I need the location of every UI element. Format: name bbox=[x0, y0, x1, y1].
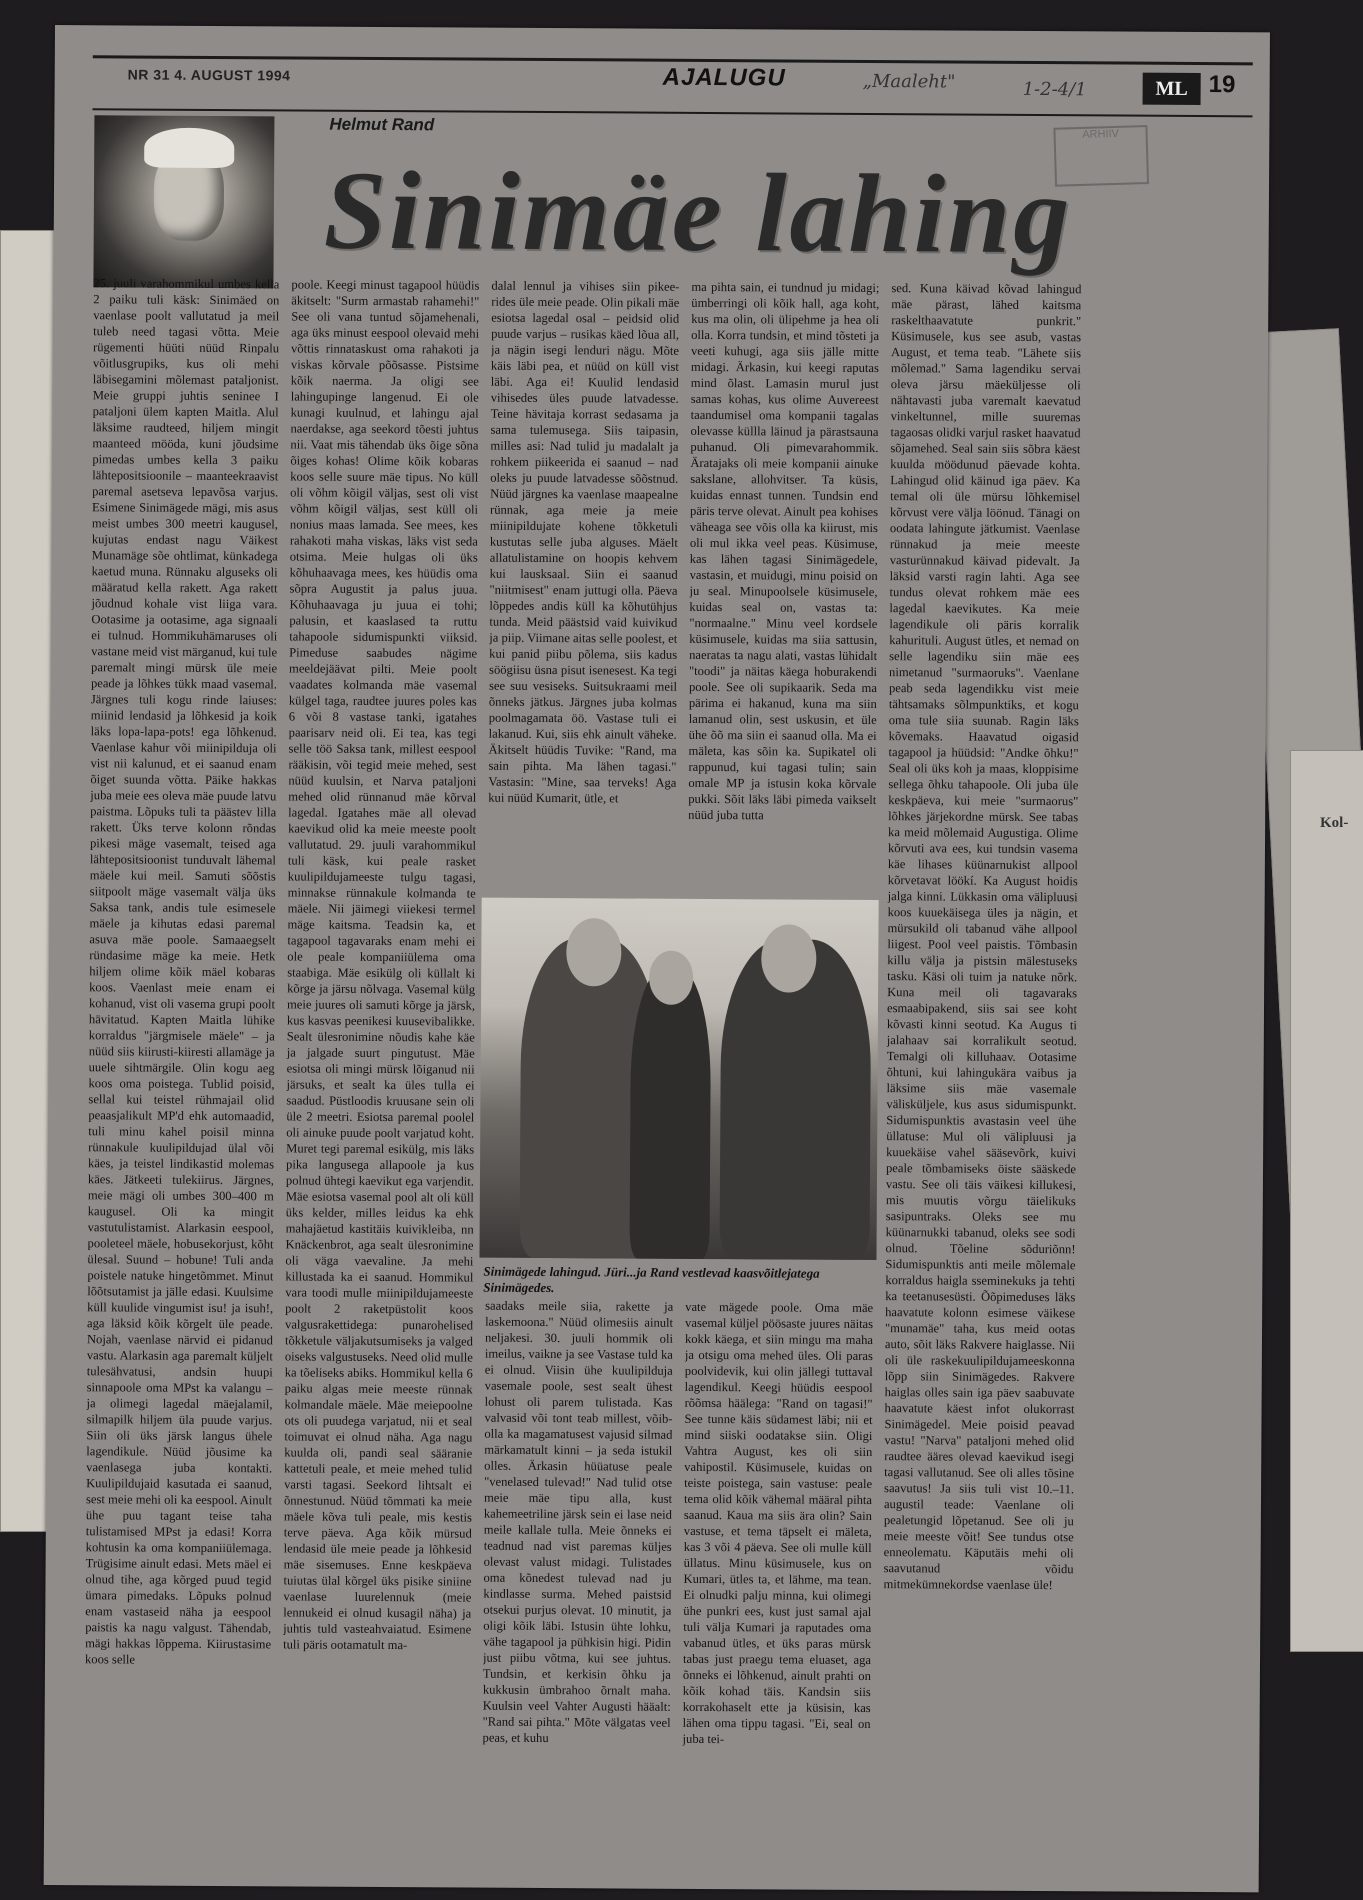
article-column-3-lower: saadaks meile siia, rakette ja laskemoona." Nüüd olimesiis ainult neljakesi. 30. juuli hommik oli imeilus, vaikne ja see Vastase tuld ka ei olnud. Viisin ühe kuulipilduja vasemale poole, sest sealt ühest lohust oli parem tulistada. Kas valvasid või tont teab millest, võib-olla ka magamatusest vajusid silmad märkamatult kinni – ja seda istukil olles. Ärkasin hüüatuse peale "venelased tulevad!" Nad tulid otse meie mäe tipu alla, kust kahemeetriline järsk sein ei lase neid meile kallale tulla. Meie õnneks ei teadnud nad vist paremas küljes olevast valust midagi. Tulistades oma kõnedest tulevad nad ju kindlasse surma. Mehed paistsid otsekui purjus olevat. 10 minutit, ja oligi kõik läbi. Istusin ühte lohku, vähe tagapool ja pühkisin higi. Pidin just piibu võtma, kui see juhtus. Tundsin, et kerkisin õhku ja kukkusin ümbrahoo õrnalt maha. Kuulsin veel Vahter Augusti hääalt: "Rand sai pihta." Mõte välgatas veel peas, et kuhu bbox=[482, 1298, 674, 1746]
photo-head-right bbox=[761, 924, 816, 992]
photo-caption: Sinimägede lahingud. Jüri...ja Rand vestlevad kaasvõitlejatega Sinimägedes. bbox=[483, 1263, 820, 1296]
article-photo bbox=[479, 898, 878, 1260]
author-portrait bbox=[93, 115, 274, 288]
article-column-5: sed. Kuna käivad kõvad lahingud mäe pärast, lähed kaitsma raskelthaavatute punkrit." Küsimusele, kus see asub, vastas August, et tema teab. "Lähete siis mõlemad." Sama lagendiku servai oleva järsu mäeküljesse oli nähtavasti juba varemalt kaevatud vinkeltunnel, mille suuremas tagaosas olidki varjul rasket haavatud sõjamehed. Seal sain siis sõbra käest kuulda möödunud päevade kohta. Lahingud olid käinud iga päev. Ka temal oli üle mürsu lõhkemisel kõrvust vere välja löönud. Tänagi on oodata lahingute jätkumist. Vaenlase rünnakud ja meie meeste vasturünnakud käivad pidevalt. Ja läksid varsti ragin lahti. Aga see tundus olevat rohkem mäe ees lagedal kaevikutes. Ka meie lagendikule oli päris korralik kahurituli. August ütles, et nemad on selle lagendiku siin mäe ees nimetanud "surmaoruks". Vaenlane peab seda lagendikku vist meie tähtsamaks sõlmpunktiks, et kogu oma tule siia suunab. Ragin läks kõvemaks. Haavatud oigasid tagapool ja hüüdsid: "Andke õhku!" Seal oli üks koh ja maas, kloppisime sellega õhku tahapoole. Oli juba üle keskpäeva, kui meie "surmaorus" lõhkes järjekordne mürsk. See tabas ka meid mõlemaid Augustiga. Olime kõrvuti ava ees, kui tundsin vasema käe lihases küünarnukist allpool kõrvetavat löökí. Ka August hoidis jalga kinni. Lükkasin oma välipluusi koos kuuekäisega üles ja nägin, et mürsukild oli tabanud vähe allpool liigest. Pool veel paistis. Tõmbasin killu välja ja pistsin mälestuseks tasku. Käsi oli tuim ja natuke nõrk. Kuna meil oli tagavaraks esmaabipakend, siis sai see koht kõvasti kinni seotud. Ka Augus ti jalahaav sai korralikult seotud. Temalgi oli killuhaav. Ootasime õhtuni, kui lahingukära vaibus ja läksime siis mäe vasemale välisküljele, kus asus sidumispunkt. Sidumispunktis avastasin veel ühe üllatuse: Mul oli välipluusi ja kuuekäise vahel sääsevõrk, kuivi peale tõmbamiseks öiste sääskede vastu. See oli täis väikesi killukesi, mis muutis võrgu täielikuks sasipuntraks. Oleks see mu küünarnukki tabanud, oleks see sodi olnud. Tõeline sõduriõnn! Sidumispunktis anti meile mõlemale korraldus haigla sseminekuks ja tehti ka teetanusesüsti. Õõpimeduses läks haavatute kolonn esimese väikese "munamäe" taha, kus meid ootas auto, sõit läks Rakvere haiglasse. Nii oli üle raskekuulipildujameeskonna lõpp siin Sinimägedes. Rakvere haiglas olles sain iga päev saabuvate haavatute käest infot olukorrast Sinimägedel. Meie poisid peavad vastu! "Narva" pataljoni mehed olid raudtee ääres olevad kaevikud isegi tagasi vallutanud. See oli alles tõsine saavutus! Ja siis tuli vist 10.–11. augustil teade: Vaenlane oli pealetungid lõpetanud. See oli ju meie meeste võit! See tundus otse enneolematu. Käputäis mehi oli saavutanud võidu mitmekümnekordse vaenlase üle! bbox=[883, 281, 1082, 1593]
handwritten-source-note: „Maaleht" bbox=[862, 70, 956, 93]
article-column-1: 25. juuli varahommikul umbes kella 2 paiku tuli käsk: Sinimäed on vaenlase poolt vallutatud ja meil tuleb need tagasi võtta. Meie rügementi hüüti nüüd Rinpalu võitlusgrupiks, kus oli mehi läbisegamini mõlemast pataljonist. Meie gruppi juhtis seninee I pataljoni ülem kapten Maitla. Alul läksime raudteed, hiljem mingit maanteed mööda, kuni jõudsime pimedas umbes kella 3 paiku lähtepositsioonile – maanteekraavist paremal asetseva lepavõsa varjus. Esimene Sinimägede mägi, mis asus meist umbes 300 meetri kaugusel, kujutas endast nagu Väikest Munamäge sõe ohtlimat, künkadega kaetud muna. Rünnaku alguseks oli määratud kella rakett. Aga rakett jõudnud kohale vist liiga vara. Ootasime ja ootasime, aga signaali ei tulnud. Hommikuhämaruses oli vastane meid vist märganud, kui tule paremalt mingi mürsk üle meie peade ja lõhkes tükk maad vasemal. Järgnes tuli kogu rinde laiuses: miinid lendasid ja lõhkesid ja koik läks lopa-lapa-pots! ega lõhkenud. Vaenlase kahur või miinipilduja oli vist nii kalunud, et ei saanud enam õiget suunda võtta. Päike hakkas juba meie ees oleva mäe puude latvu paistma. Lõpuks tuli ta päästev lilla rakett. Üks terve kolonn rõndas pikesi mäge vasemalt, teised aga lähtepositsioonist tunduvalt lähemal mäele kui meil. Samuti sõõstis siitpoolt mäge vasemalt välja üks Saksa tank, andis tule esimesele mäele ja kihutas edasi paremal asuva mäe poole. Samaaegselt ründasime mäge ka meie. Hetk hiljem olime kõik mäel kobaras koos. Vaenlast meie enam ei kohanud, vist oli vasema grupi poolt hävitatud. Kapten Maitla lühike korraldus "järgmisele mäele" – ja nüüd siis kiirusti-kiiresti allamäge ja uuele sihtmärgile. Olin kogu aeg koos oma poistega. Tublid poisid, sellal kui teistel rühmajail olid peaasjalikult MP'd ehk automaadid, tuli minu kahel poisil minna rünnakule kuulipildujad ülal või käes, ja teistel lindikastid molemas käes. Jätkeeti tulekiirus. Järgnes, meie mägi oli umbes 300–400 m kaugusel. Oli ka mingit vastutulistamist. Alarkasin eespool, pooleteel mäele, hobusekorjust, kõht ülesal. Suund – hobune! Tuli anda poistele natuke hingetõmmet. Minut lõõtsutamist ja jälle edasi. Kuulsime küll kuulide vingumist isu! ja isuh!, aga läksid kõik kõrgelt üle peade. Nojah, vaenlase närvid ei pidanud vastu. Alarkasin aga paremalt küljelt tulesähvatusi, andsin huupi sinnapoole oma MPst ka valangu – ja olimegi lagedal mäejalamil, silmapilk hiljem üla puude varjus. Siin oli üks järsk langus ühele lagendikule. Nüüd jõusime ka vaenlasega juba kontakti. Kuulipildujaid kasutada ei saanud, sest meie mehi oli ka eespool. Ainult ühe puu tagant teise taha tulistamised MPst ja edasi! Korra kohtusin ka oma kompaniiülemaga. Trügisime ainult edasi. Mets mäel ei olnud tihe, aga kõrged puud tegid ümara pimedaks. Lõpuks polnud enam vastaseid näha ja eespool paistis ka nagu valgust. Tähendab, mägi hakkas lõppema. Kiirustasime koos selle bbox=[84, 276, 280, 1667]
archive-stamp-text: ARHIIV bbox=[1082, 127, 1120, 141]
page-number: 19 bbox=[1208, 71, 1236, 99]
background-clipping-right bbox=[1290, 750, 1363, 1652]
newspaper-page bbox=[44, 25, 1270, 1892]
side-clipping-label: Kol- bbox=[1320, 815, 1349, 831]
issue-date: NR 31 4. AUGUST 1994 bbox=[127, 66, 291, 84]
author-name: Helmut Rand bbox=[329, 114, 435, 135]
handwritten-archive-code: 1-2-4/1 bbox=[1022, 78, 1087, 101]
article-headline: Sinimäe lahing bbox=[323, 148, 1073, 278]
article-column-2: poole. Keegi minust tagapool hüüdis äkitselt: "Surm armastab rahamehi!" See oli vana tuntud sõjamehenali, aga üks minust eespool olevaid mehi võttis rinnataskust oma rahakoti ja viskas kõrvale põõsasse. Pistsime kõik naerma. Ja oligi see lahingupinge langenud. Ei ole kunagi kuulnud, et lahingu ajal naerdakse, aga seekord tõesti juhtus nii. Vaat mis tähendab üks õige sõna õiges kohas! Olime kõik kobaras koos selle suure mäe tipus. No küll oli võhm kõigil väljas, sest oli vist võhm kõigil väljas, sest küll oli nonius maas lamada. See mees, kes rahakoti maha viskas, läks vist seda otsima. Meie hulgas oli üks kõhuhaavaga mees, kes hüüdis oma sõpra Augustit ja palus juua. Kõhuhaavaga ju juua ei tohi; palusin, et kaaslased ta ruttu tahapoole sidumispunkti viiksid. Pimeduse saabudes nägime meeldejäävat pilti. Meie poolt vaadates kolmanda mäe vasemal külgel taga, raudtee juures poles kas 6 või 8 vastase tanki, igatahes paarisarv neid oli. Ei tea, kas tegi selle töö Saksa tank, millest eespool rääkisin, või tegid meie mehed, sest nüüd kuulsin, et Narva pataljoni mehed olid rünnanud mäe kõrval lagedal. Igatahes mäe all olevad kaevikud olid ka meie meeste poolt vallutatud. 29. juuli varahommikul tuli käsk, kui peale rasket kuulipildujameeste tulgu tagasi, minnakse rünnakule kolmanda te mäele. Nii jäimegi viiekesi termel mäge kaitsma. Teadsin ka, et tagapool tagavaraks enam mehi ei ole peale kompaniiülema oma staabiga. Mäe esikülg oli küllalt ki kõrge ja järsu nõlvaga. Vasemal külg meie juures oli samuti kõrge ja järsk, kus kasvas peenikesi kuusevibalikke. Sealt ülesronimine nõudis kahe käe ja jalgade suurt pingutust. Mäe esiotsa oli mingi mürsk lõiganud nii järsuks, et sealt ka üles tulla ei saadud. Püstloodis kruusane sein oli üle 2 meetri. Esiotsa paremal poolel oli ainuke puude poolt varjatud koht. Muret tegi paremal esikülg, mis läks pika langusega allapoole ja kus polnud ühtegi kaevikut ega varjendit. Mäe esiotsa vasemal pool alt oli küll üks kelder, milles leidus ka ehk mahajäetud kastitäis kuivikleiba, nn Knäckenbrot, aga sealt ülesronimine oli väga vaevaline. Ja mehi killustada ka ei saanud. Hommikul vara toodi mulle miinipildujameeste poolt 2 raketpüstolit koos valgusrakettidega: punarohelised tõkketule väljakutsumiseks ja valged oiseks valgustuseks. Need olid mulle ka tõeliseks abiks. Hommikul kella 6 paiku algas meie meeste rünnak kolmandale mäele. Mäe meiepoolne ots oli puudega varjatud, nii et seal toimuvat ei olnud näha. Aga nagu kuulda oli, pandi seal sääranie kattetuli peale, et meie mehed tulid varsti tagasi. Seekord lihtsalt ei õnnestunud. Nüüd tõmmati ka meie mäele kõva tuli peale, mis kestis terve päeva. Aga kõik mürsud lendasid üle meie peade ja lõhkesid mäe sisemuses. Enne keskpäeva tuiutas ülal kõrgel üks pisike siniine vaenlase luurelennuk (meie lennukeid ei olnud kusagil näha) ja juhtis tuld vasteahvaiatud. Esimene tuli päris ootamatult ma- bbox=[283, 277, 480, 1653]
article-column-3: dalal lennul ja vihises siin pikee-rides üle meie peade. Olin pikali mäe esiotsa lagedal osal – peidsid olid puude varjus – rusikas käed lõua all, ja nägin isegi lenduri nägu. Mõte käis läbi pea, et nüüd on küll vist läbi. Aga ei! Kuulid lendasid vihisedes üles puude latvadesse. Teine hävitaja korrast sedasama ja sama tulemusega. Siis taipasin, milles asi: Nad tulid ju madalalt ja rohkem piikeerida ei saanud – nad oleks ju puude latvadesse sõõstnud. Nüüd järgnes ka vaenlase maapealne rünnak, aga meie ja meie miinipildujate kohene tõkketuli kustutas selle juba alguses. Mäelt allatulistamine on hoopis kehvem kui lausksaal. Siin ei saanud "niitmisest" enam juttugi olla. Päeva lõppedes andis küll ka kõhutühjus tunda. Meid päästsid vaid kuivikud ja piip. Viimane aitas selle poolest, et kui panid piibu põlema, siis kadus söögiisu üsna pisut isenesest. Ka tegi see suu vesiseks. Suitsukraami meil õnneks jätkus. Järgnes juba kolmas poolmagamata öö. Vastase tuli ei lakanud. Kui, siis ehk ainult väheke. Äkitselt hüüdis Tuvike: "Rand, ma sain pihta. Ma lähen tagasi." Vastasin: "Mine, saa terveks! Aga kui nüüd Kumarit, ütle, et bbox=[488, 278, 680, 806]
newspaper-logo: ML bbox=[1143, 73, 1201, 105]
article-column-4-lower: vate mägede poole. Oma mäe vasemal küljel pöösaste juures näitas kokk käega, et siin mingu ma maha ja otsigu oma mehed üles. Oli paras poolvidevik, kui olin jällegi tuttaval lagendikul. Keegi hüüdis eespool rõõmsa häälega: "Rand on tagasi!" See tunne käis südamest läbi; nii et mind siiski oodatakse siin. Oligi Vahtra August, kes oli siin vahipostil. Küsimusele, kuidas on teiste poistega, sain vastuse: peale tema olid kõik vähemal määral pihta saanud. Kaua ma siis ära olin? Sain vastuse, et tema täpselt ei mäleta, kas 3 või 4 päeva. See oli mulle küll üllatus. Minu küsimusele, kus on Kumari, ütles ta, et lähme, ma tean. Ei olnudki palju minna, kui olimegi ühe punkri ees, kust just samal ajal tuli välja Kumari ja raputades oma vabanud ütles, et üks paras mürsk tabas just praegu tema eluaset, aga õnneks ei lõhkenud, ainult prahti on kõik kohad täis. Kandsin siis korrakohaselt ette ja küsisin, kas lähen oma tippu tagasi. "Ei, seal on juba tei- bbox=[682, 1299, 874, 1747]
photo-person-middle bbox=[629, 969, 711, 1259]
article-column-4: ma pihta sain, ei tundnud ju midagi; ümberringi oli kõik hall, aga koht, kus ma olin, oli ülipehme ja hea oli olla. Korra tundsin, et mind tõsteti ja veeti kuhugi, aga siis jälle mitte midagi. Ärkasin, kui keegi raputas mind õlast. Lamasin murul just samas kohas, kus olime Auvereest taandumisel oma kompanii tagalas olevasse küllla läinud ja pärastsauna puhanud. Oli pimevarahommik. Äratajaks oli meie kompanii ainuke sakslane, allohvitser. Ta küsis, kuidas ennast tunnen. Tundsin end päris terve olevat. Ainult pea kohises väheaga see võis olla ka kiirust, mis oli mul ikka veel peas. Küsimuse, kas lähen tagasi Sinimägedele, vastasin, et muidugi, minu poisid on ju seal. Minupoolsele küsimusele, kuidas seal on, vastas ta: "normaalne." Minu veel kordsele küsimusele, kuidas ma siia sattusin, naeratas ta nagu alati, vastas lühidalt "toodi" ja näitas käega hoburakendi poole. See oli supikaarik. Seda ma pärima ei hakanud, kuna ma siin lamanud olin, sest uskusin, et üle ühe õõ ma siin ei saanud olla. Ma ei mäleta, kas sõin ka. Supikatel oli rappunud, kui tagasi tulin; sain omale MP ja istusin koka kõrvale pukki. Sõit läks läbi pimeda vaikselt nüüd juba tutta bbox=[688, 279, 880, 823]
photo-head-left bbox=[566, 918, 621, 986]
photo-head-middle bbox=[649, 951, 693, 1005]
portrait-hair bbox=[144, 128, 234, 169]
section-name: AJALUGU bbox=[662, 63, 786, 92]
masthead bbox=[92, 55, 1252, 117]
